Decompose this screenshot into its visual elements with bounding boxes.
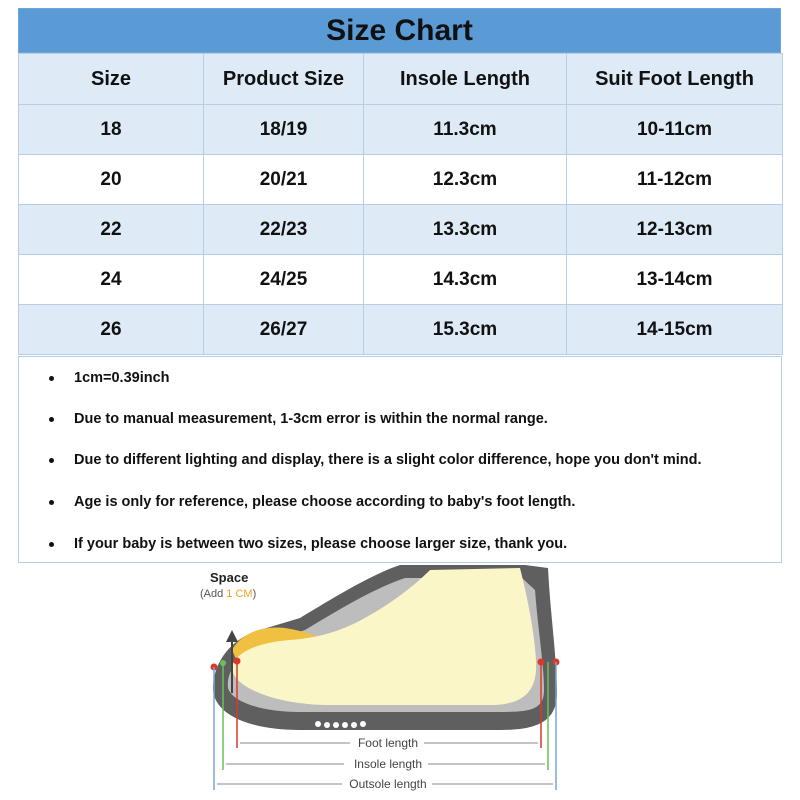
cell-suit-foot-length: 11-12cm	[567, 155, 783, 205]
table-row	[19, 255, 783, 305]
cell-size: 22	[19, 205, 204, 255]
cell-suit-foot-length: 13-14cm	[567, 255, 783, 305]
cell-insole-length: 11.3cm	[364, 105, 567, 155]
table-row	[19, 205, 783, 255]
bullet-icon	[49, 542, 54, 547]
cell-suit-foot-length: 12-13cm	[567, 205, 783, 255]
note-text: Due to manual measurement, 1-3cm error is within the normal range.	[74, 411, 548, 427]
cell-suit-foot-length: 10-11cm	[567, 105, 783, 155]
foot-measurement-diagram	[190, 562, 580, 798]
cell-size: 20	[19, 155, 204, 205]
cell-size: 26	[19, 305, 204, 355]
header-size: Size	[19, 54, 204, 105]
add-note	[200, 588, 256, 600]
cell-suit-foot-length: 14-15cm	[567, 305, 783, 355]
header-insole-length: Insole Length	[364, 54, 567, 105]
table-row	[19, 155, 783, 205]
cell-product-size: 18/19	[204, 105, 364, 155]
note-text: Age is only for reference, please choose according to baby's foot length.	[74, 494, 576, 510]
cell-size: 24	[19, 255, 204, 305]
notes-box	[18, 356, 782, 563]
header-product-size: Product Size	[204, 54, 364, 105]
add-prefix: (Add	[200, 588, 227, 600]
size-chart-title: Size Chart	[18, 8, 781, 53]
bullet-icon	[49, 500, 54, 505]
foot-length-label: Foot length	[357, 736, 419, 750]
cell-product-size: 20/21	[204, 155, 364, 205]
outsole-length-label: Outsole length	[349, 777, 427, 791]
table-row	[19, 105, 783, 155]
cell-insole-length: 12.3cm	[364, 155, 567, 205]
cell-product-size: 26/27	[204, 305, 364, 355]
space-label: Space	[210, 570, 249, 585]
bullet-icon	[49, 458, 54, 463]
note-text: If your baby is between two sizes, please choose larger size, thank you.	[74, 536, 568, 552]
header-suit-foot-length: Suit Foot Length	[567, 54, 783, 105]
size-table	[18, 53, 783, 355]
cell-size: 18	[19, 105, 204, 155]
bullet-icon	[49, 376, 54, 381]
cell-insole-length: 14.3cm	[364, 255, 567, 305]
add-value: 1 CM	[226, 588, 253, 600]
table-row	[19, 305, 783, 355]
arrow-up-icon	[226, 630, 238, 642]
bullet-icon	[49, 417, 54, 422]
cell-insole-length: 15.3cm	[364, 305, 567, 355]
cell-product-size: 24/25	[204, 255, 364, 305]
insole-length-label: Insole length	[353, 757, 423, 771]
table-header-row	[19, 54, 783, 105]
cell-product-size: 22/23	[204, 205, 364, 255]
note-text: Due to different lighting and display, there is a slight color difference, hope you don't mind.	[74, 452, 702, 468]
note-text: 1cm=0.39inch	[74, 370, 170, 386]
cell-insole-length: 13.3cm	[364, 205, 567, 255]
add-suffix: )	[252, 588, 257, 600]
